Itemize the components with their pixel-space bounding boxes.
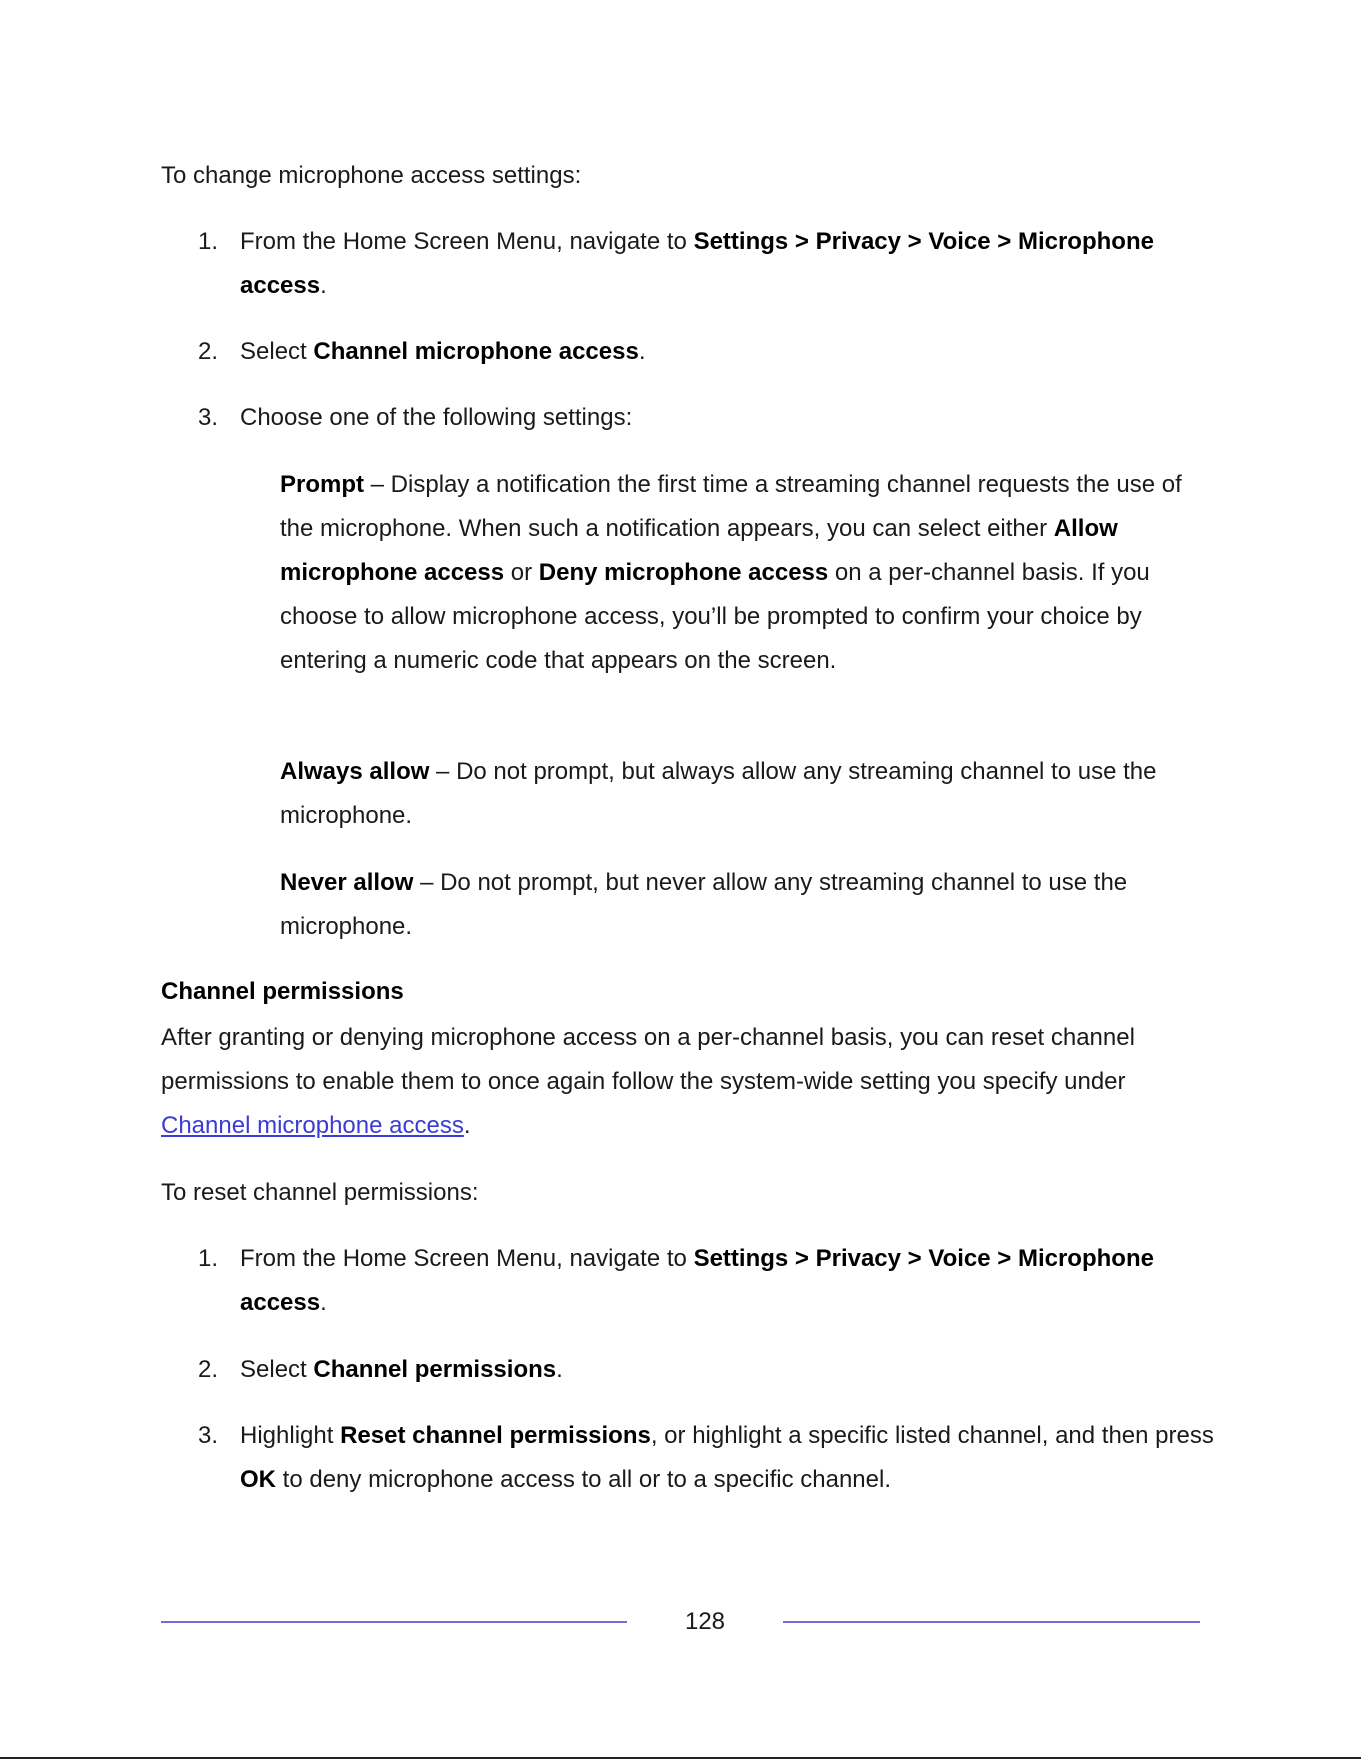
- step-select-channel-permissions: Select Channel permissions.: [240, 1356, 563, 1383]
- step-number: 3.: [198, 1422, 219, 1449]
- step-number: 3.: [198, 404, 219, 431]
- footer-rule-right: [783, 1621, 1200, 1623]
- step-number: 1.: [198, 228, 219, 255]
- step-number: 2.: [198, 1356, 219, 1383]
- channel-microphone-access-link[interactable]: Channel microphone access: [161, 1112, 464, 1139]
- page-bottom-edge: [0, 1757, 1361, 1759]
- step-number: 1.: [198, 1245, 219, 1272]
- step-number: 2.: [198, 338, 219, 365]
- option-always-allow: Always allow – Do not prompt, but always allow any streaming channel to use the microphone.: [280, 758, 1157, 829]
- step-highlight-reset: Highlight Reset channel permissions, or highlight a specific listed channel, and then press OK to deny microphone access to all or to a specific channel.: [240, 1422, 1214, 1493]
- intro-change-settings: To change microphone access settings:: [161, 162, 582, 189]
- section-heading-channel-permissions: Channel permissions: [161, 978, 404, 1005]
- step-select-channel-mic-access: Select Channel microphone access.: [240, 338, 646, 365]
- page-number: 128: [684, 1608, 726, 1635]
- footer-rule-left: [161, 1621, 627, 1623]
- option-never-allow: Never allow – Do not prompt, but never allow any streaming channel to use the microphone.: [280, 869, 1128, 940]
- intro-reset-permissions: To reset channel permissions:: [161, 1179, 479, 1206]
- step-choose-setting: Choose one of the following settings:: [240, 404, 633, 431]
- section-paragraph: After granting or denying microphone access on a per-channel basis, you can reset channel permissions to enable them to once again follow the system-wide setting you specify under Channel microphone access.: [161, 1024, 1135, 1139]
- step-navigate: From the Home Screen Menu, navigate to Settings > Privacy > Voice > Microphone access.: [240, 1245, 1154, 1316]
- step-navigate: From the Home Screen Menu, navigate to Settings > Privacy > Voice > Microphone access.: [240, 228, 1154, 299]
- option-prompt: Prompt – Display a notification the first time a streaming channel requests the use of the microphone. When such a notification appears, you can select either Allow microphone access or Deny microphone access on a per-channel basis. If you choose to allow microphone access, you’ll be prompted to confirm your choice by entering a numeric code that appears on the screen.: [280, 471, 1182, 674]
